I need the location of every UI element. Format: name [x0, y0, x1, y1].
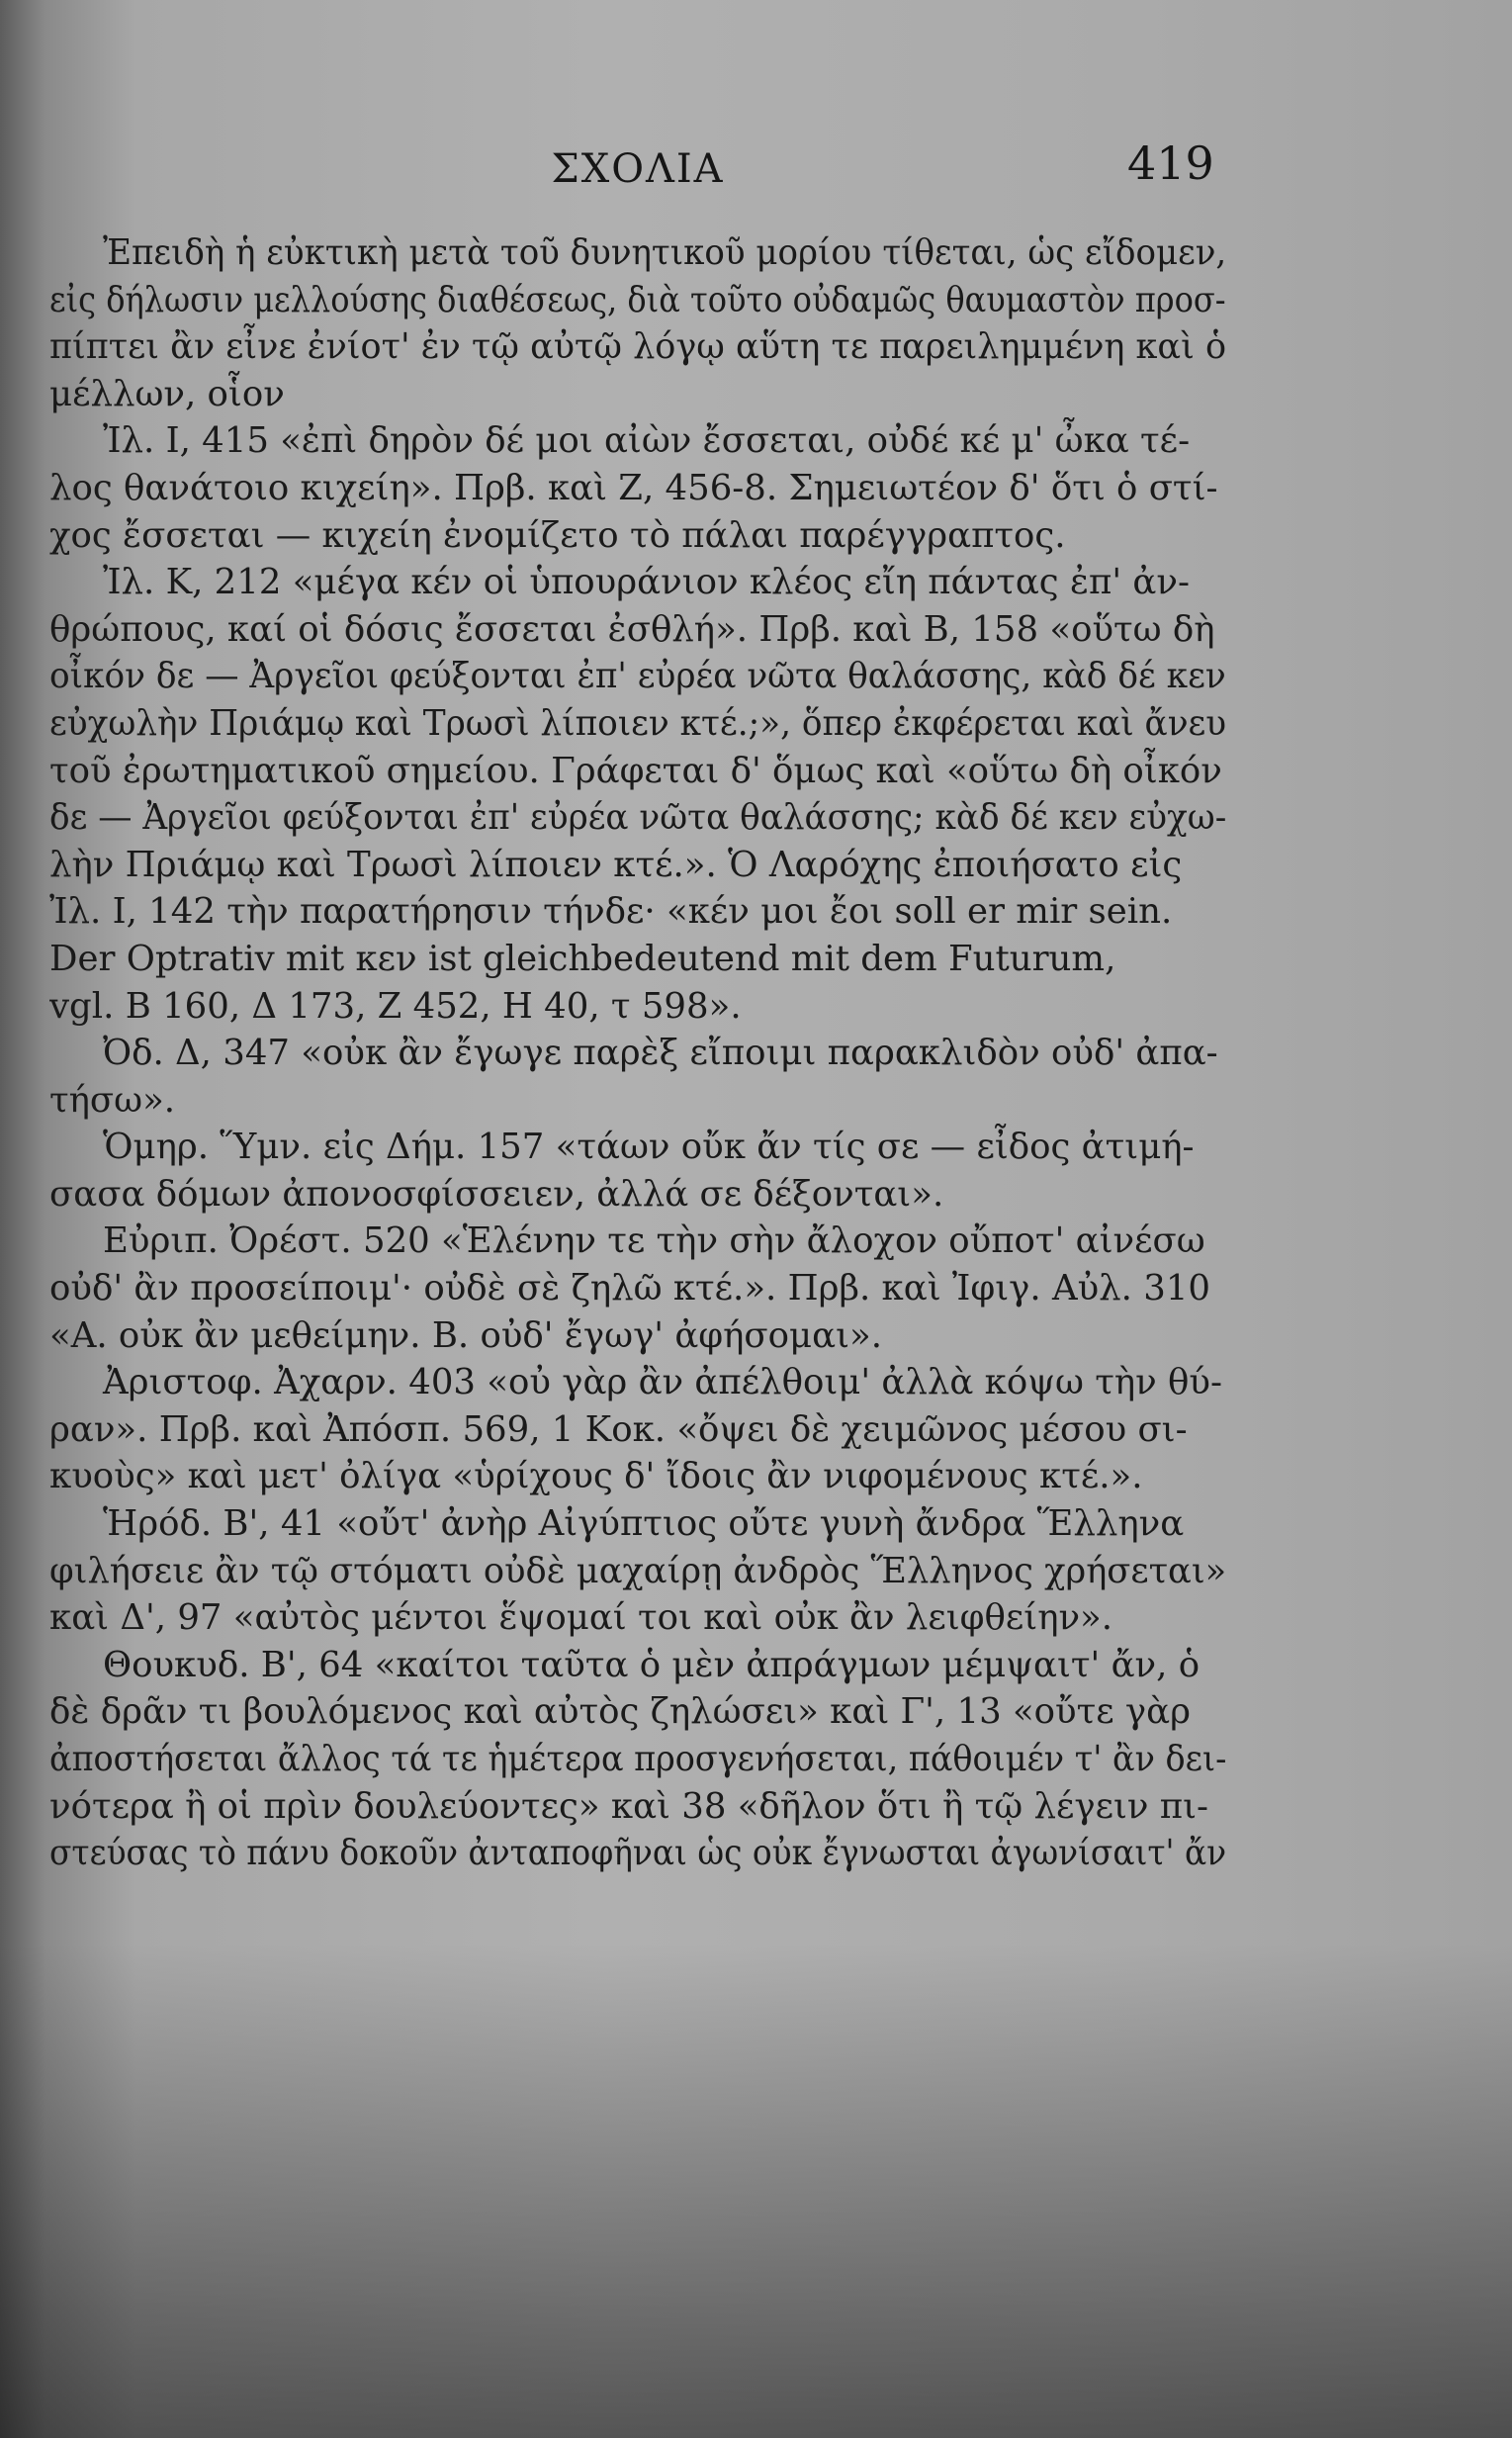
page-number: 419 — [1127, 136, 1214, 190]
text-line: οὐδ' ἂν προσείποιμ'· οὐδὲ σὲ ζηλῶ κτέ.». Πρβ. καὶ Ἰφιγ. Αὐλ. 310 — [49, 1268, 1210, 1309]
text-line: Der Optrativ mit κεν ist gleichbedeutend mit dem Futurum, — [49, 938, 1116, 979]
text-line: χος ἔσσεται — κιχείη ἐνομίζετο τὸ πάλαι παρέγγραπτος. — [49, 514, 1066, 556]
text-line: φιλήσειε ἂν τῷ στόματι οὐδὲ μαχαίρῃ ἀνδρὸς Ἕλληνος χρήσεται» — [49, 1550, 1226, 1591]
text-line: στεύσας τὸ πάνυ δοκοῦν ἀνταποφῆναι ὡς οὐκ ἔγνωσται ἀγωνίσαιτ' ἄν — [49, 1833, 1226, 1874]
text-line: καὶ Δ', 97 «αὐτὸς μέντοι ἕψομαί τοι καὶ οὐκ ἂν λειφθείην». — [49, 1597, 1113, 1639]
running-head-title: ΣΧΟΛΙΑ — [551, 146, 725, 192]
text-line: ραν». Πρβ. καὶ Ἀπόσπ. 569, 1 Κοκ. «ὄψει δὲ χειμῶνος μέσου σι- — [49, 1408, 1188, 1450]
text-line: εὐχωλὴν Πριάμῳ καὶ Τρωσὶ λίποιεν κτέ.;», ὅπερ ἐκφέρεται καὶ ἄνευ — [49, 702, 1226, 744]
text-line: Εὐριπ. Ὀρέστ. 520 «Ἑλένην τε τὴν σὴν ἄλοχον οὔποτ' αἰνέσω — [103, 1220, 1205, 1262]
text-line: εἰς δήλωσιν μελλούσης διαθέσεως, διὰ τοῦτο οὐδαμῶς θαυμαστὸν προσ- — [49, 279, 1226, 320]
text-line: Ὁμηρ. Ὕμν. εἰς Δήμ. 157 «τάων οὔκ ἄν τίς σε — εἶδος ἀτιμή- — [103, 1127, 1195, 1168]
text-line: λὴν Πριάμῳ καὶ Τρωσὶ λίποιεν κτέ.». Ὁ Λαρόχης ἐποιήσατο εἰς — [49, 844, 1183, 885]
text-line: «Α. οὐκ ἂν μεθείμην. Β. οὐδ' ἔγωγ' ἀφήσομαι». — [49, 1314, 882, 1356]
text-line: πίπτει ἂν εἶνε ἐνίοτ' ἐν τῷ αὐτῷ λόγῳ αὕτη τε παρειλημμένη καὶ ὁ — [49, 326, 1226, 368]
text-line: Ἰλ. Κ, 212 «μέγα κέν οἱ ὑπουράνιον κλέος εἴη πάντας ἐπ' ἀν- — [103, 562, 1190, 603]
text-line: κυοὺς» καὶ μετ' ὀλίγα «ὑρίχους δ' ἴδοις ἂν νιφομένους κτέ.». — [49, 1456, 1143, 1497]
text-line: Ἰλ. Ι, 142 τὴν παρατήρησιν τήνδε· «κέν μοι ἔοι soll er mir sein. — [49, 891, 1173, 933]
body-text — [49, 229, 1226, 1877]
page-shadow — [0, 1943, 1512, 2438]
text-line: Θουκυδ. Β', 64 «καίτοι ταῦτα ὁ μὲν ἀπράγμων μέμψαιτ' ἄν, ὁ — [103, 1644, 1201, 1685]
text-line: σασα δόμων ἀπονοσφίσσειεν, ἀλλά σε δέξονται». — [49, 1173, 944, 1215]
text-line: vgl. B 160, Δ 173, Z 452, H 40, τ 598». — [49, 985, 742, 1027]
text-line: ἀποστήσεται ἄλλος τά τε ἡμέτερα προσγενήσεται, πάθοιμέν τ' ἂν δει- — [49, 1739, 1226, 1779]
text-line: μέλλων, οἷον — [49, 373, 285, 414]
text-line: Ὀδ. Δ, 347 «οὐκ ἂν ἔγωγε παρὲξ εἴποιμι παρακλιδὸν οὐδ' ἀπα- — [103, 1033, 1218, 1074]
text-line: Ἀριστοφ. Ἀχαρν. 403 «οὐ γὰρ ἂν ἀπέλθοιμ' ἀλλὰ κόψω τὴν θύ- — [103, 1362, 1222, 1403]
text-line: οἶκόν δε — Ἀργεῖοι φεύξονται ἐπ' εὐρέα νῶτα θαλάσσης, κὰδ δέ κεν — [49, 656, 1226, 697]
text-line: λος θανάτοιο κιχείη». Πρβ. καὶ Ζ, 456-8. Σημειωτέον δ' ὅτι ὁ στί- — [49, 467, 1218, 508]
text-line: δε — Ἀργεῖοι φεύξονται ἐπ' εὐρέα νῶτα θαλάσσης; κὰδ δέ κεν εὐχω- — [49, 797, 1226, 839]
text-line: Ἐπειδὴ ἡ εὐκτικὴ μετὰ τοῦ δυνητικοῦ μορίου τίθεται, ὡς εἴδομεν, — [103, 232, 1226, 273]
text-line: τήσω». — [49, 1079, 176, 1121]
text-line: δὲ δρᾶν τι βουλόμενος καὶ αὐτὸς ζηλώσει» καὶ Γ', 13 «οὔτε γὰρ — [49, 1691, 1191, 1733]
text-line: θρώπους, καί οἱ δόσις ἔσσεται ἐσθλή». Πρβ. καὶ Β, 158 «οὕτω δὴ — [49, 608, 1215, 650]
text-line: Ἡρόδ. Β', 41 «οὔτ' ἀνὴρ Αἰγύπτιος οὔτε γυνὴ ἄνδρα Ἕλληνα — [103, 1503, 1185, 1545]
text-line: νότερα ἢ οἱ πρὶν δουλεύοντες» καὶ 38 «δῆλον ὅτι ἢ τῷ λέγειν πι- — [49, 1785, 1208, 1827]
text-line: τοῦ ἐρωτηματικοῦ σημείου. Γράφεται δ' ὅμως καὶ «οὕτω δὴ οἶκόν — [49, 750, 1222, 791]
text-line: Ἰλ. Ι, 415 «ἐπὶ δηρὸν δέ μοι αἰὼν ἔσσεται, οὐδέ κέ μ' ὦκα τέ- — [103, 420, 1191, 462]
